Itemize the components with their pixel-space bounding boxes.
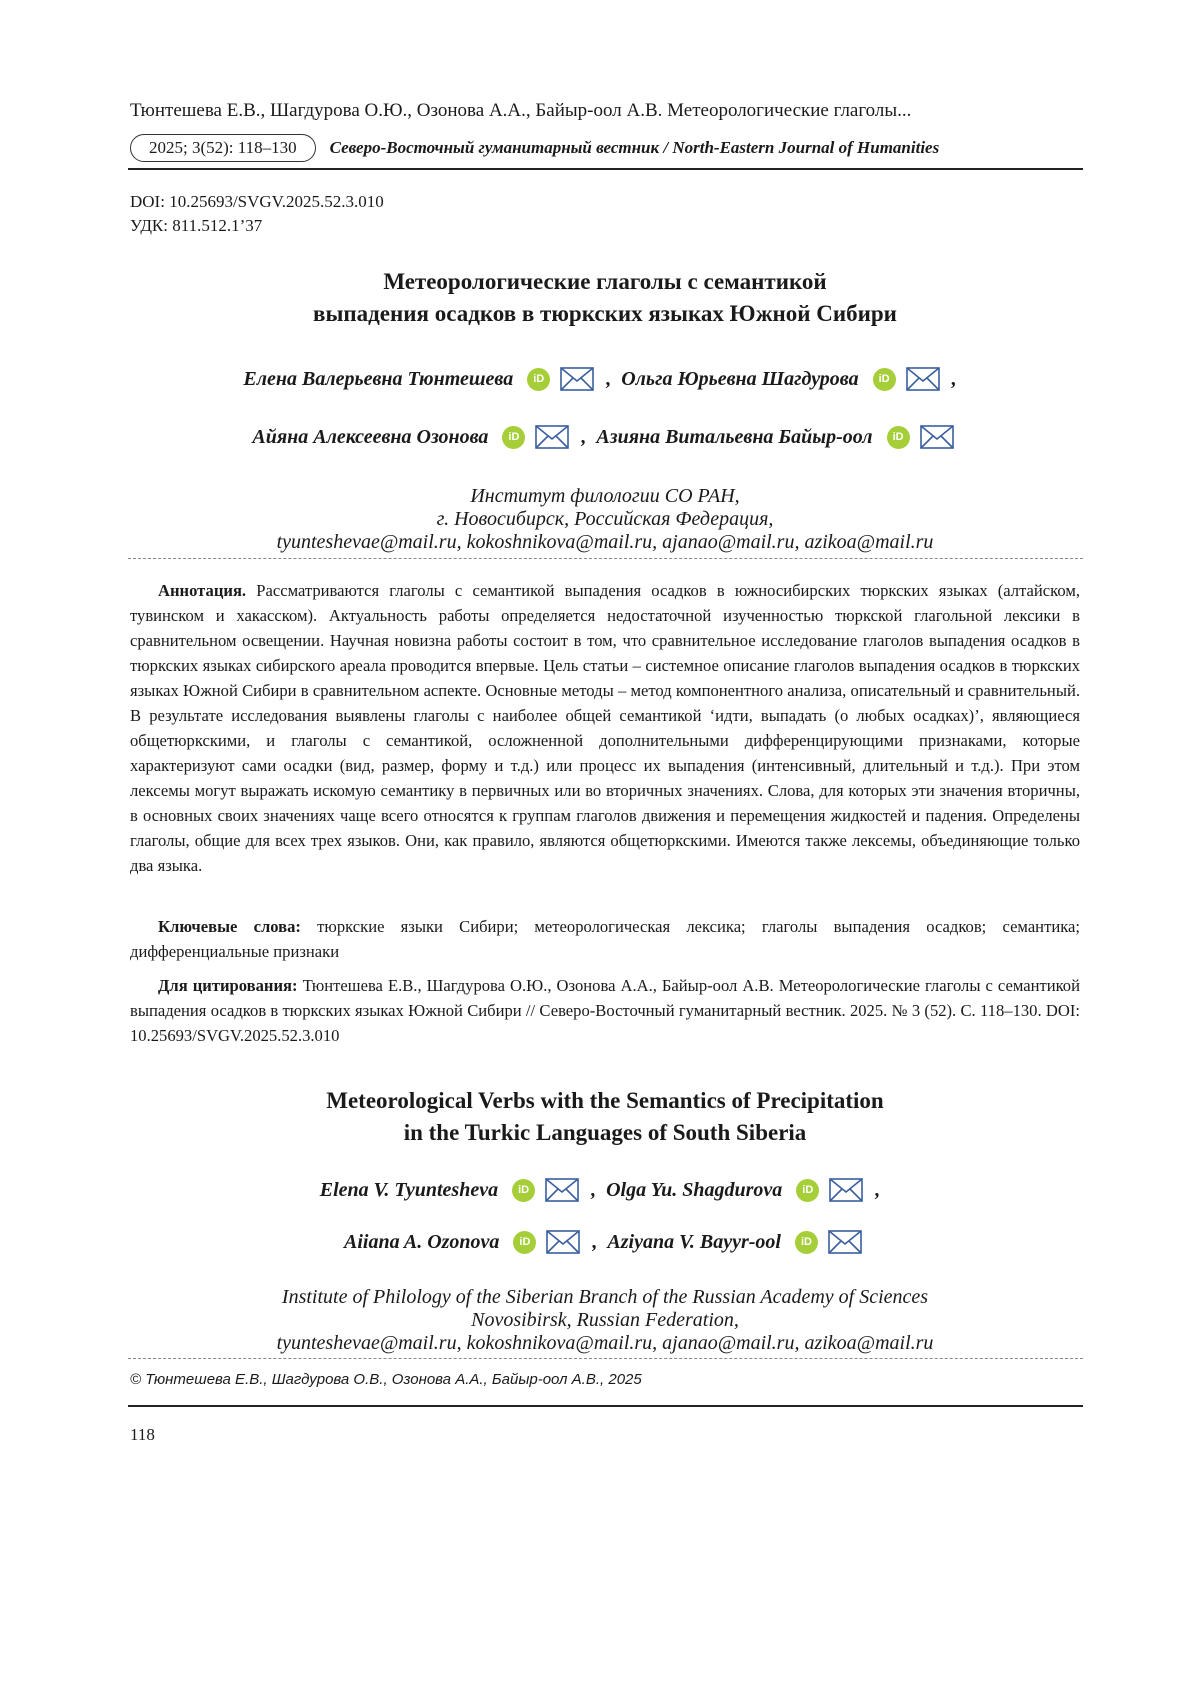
en-author [344, 1230, 584, 1254]
en-emails[interactable]: tyunteshevae@mail.ru, kokoshnikova@mail.ru, ajanao@mail.ru, azikoa@mail.ru [276, 1332, 934, 1354]
ru-author [621, 367, 943, 391]
journal-name: Северо-Восточный гуманитарный вестник / North-Eastern Journal of Humanities [329, 138, 940, 157]
en-authors-row-1 [130, 1178, 1080, 1202]
ru-emails[interactable]: tyunteshevae@mail.ru, kokoshnikova@mail.ru, ajanao@mail.ru, azikoa@mail.ru [276, 531, 934, 553]
citation-text: Тюнтешева Е.В., Шагдурова О.Ю., Озонова А.А., Байыр-оол А.В. Метеорологические глаголы с семантикой выпадения осадков в тюркских языках Южной Сибири // Северо-Восточный гуманитарный вестник. 2025. № 3 (52). С. 118–130. DOI: 10.25693/SVGV.2025.52.3.010 [130, 976, 1080, 1045]
en-author-name: Olga Yu. Shagdurova [606, 1178, 783, 1201]
ru-title-line1: Метеорологические глаголы с семантикой [383, 269, 827, 294]
dashed-divider [128, 1358, 1083, 1359]
mail-icon[interactable] [920, 425, 954, 449]
en-affiliation [130, 1286, 1080, 1355]
en-affiliation-line2: Novosibirsk, Russian Federation, [471, 1309, 739, 1331]
header-rule [128, 168, 1083, 170]
author-separator: , [606, 367, 612, 390]
ru-author [252, 425, 573, 449]
ru-authors-row-1 [130, 367, 1080, 391]
orcid-icon[interactable]: iD [512, 1179, 535, 1202]
mail-icon[interactable] [829, 1178, 863, 1202]
en-author [607, 1230, 866, 1254]
ru-affiliation [130, 485, 1080, 554]
abstract-label: Аннотация. [158, 581, 247, 600]
dashed-divider [128, 558, 1083, 559]
orcid-icon[interactable]: iD [527, 368, 550, 391]
abstract-text: Рассматриваются глаголы с семантикой выпадения осадков в южносибирских тюркских языках (алтайском, тувинском и хакасском). Актуальность работы определяется недостаточной изученностью тюркской глагольной лексики в сравнительном освещении. Научная новизна работы состоит в том, что сравнительное исследование глаголов выпадения осадков в тюркских языках сибирского ареала проводится впервые. Цель статьи – системное описание глаголов выпадения осадков в тюркских языках Южной Сибири в сравнительном аспекте. Основные методы – метод компонентного анализа, описательный и сравнительный. В результате исследования выявлены глаголы с наиболее общей семантикой ‘идти, выпадать (о любых осадках)’, являющиеся общетюркскими, и глаголы с семантикой, осложненной дополнительными дифференцирующими признаками, которые характеризуют сами осадки (вид, размер, форму и т.д.) или процесс их выпадения (интенсивный, длительный и т.д.). При этом лексемы могут выражать искомую семантику в первичных или во вторичных значениях. Слова, для которых эти значения вторичны, в основных своих значениях чаще всего относятся к группам глаголов движения и перемещения жидкостей и падения. Определены глаголы, общие для всех трех языков. Они, как правило, являются общетюркскими. Имеются также лексемы, объединяющие только два языка. [130, 581, 1080, 875]
ru-authors-row-2 [130, 425, 1080, 449]
footer-rule [128, 1405, 1083, 1407]
ru-affiliation-line1: Институт филологии СО РАН, [470, 485, 740, 507]
citation [130, 973, 1080, 1048]
orcid-icon[interactable]: iD [887, 426, 910, 449]
issue-badge: 2025; 3(52): 118–130 [130, 134, 316, 162]
en-author-name: Elena V. Tyuntesheva [319, 1178, 499, 1201]
en-affiliation-line1: Institute of Philology of the Siberian Branch of the Russian Academy of Sciences [281, 1286, 929, 1308]
keywords-label: Ключевые слова: [158, 917, 301, 936]
udk: УДК: 811.512.1’37 [130, 216, 263, 235]
orcid-icon[interactable]: iD [513, 1231, 536, 1254]
running-title: Тюнтешева Е.В., Шагдурова О.Ю., Озонова А.А., Байыр-оол А.В. Метеорологические глаголы... [130, 100, 912, 121]
citation-label: Для цитирования: [158, 976, 298, 995]
ru-author [596, 425, 957, 449]
orcid-icon[interactable]: iD [796, 1179, 819, 1202]
mail-icon[interactable] [906, 367, 940, 391]
ru-title-line2: выпадения осадков в тюркских языках Южной Сибири [313, 301, 897, 326]
en-authors-row-2 [130, 1230, 1080, 1254]
journal-line [130, 134, 1080, 162]
en-title-line1: Meteorological Verbs with the Semantics of Precipitation [326, 1088, 884, 1113]
ru-author-name: Азияна Витальевна Байыр-оол [596, 425, 873, 448]
ru-author-name: Елена Валерьевна Тюнтешева [243, 367, 514, 390]
mail-icon[interactable] [546, 1230, 580, 1254]
en-title [130, 1085, 1080, 1149]
en-author-name: Aziyana V. Bayyr-ool [607, 1230, 781, 1253]
page-number: 118 [130, 1425, 155, 1444]
en-author [606, 1178, 867, 1202]
doi: DOI: 10.25693/SVGV.2025.52.3.010 [130, 192, 384, 211]
author-separator: , [581, 425, 587, 448]
mail-icon[interactable] [828, 1230, 862, 1254]
mail-icon[interactable] [560, 367, 594, 391]
author-separator: , [875, 1178, 881, 1201]
en-author-name: Aiiana A. Ozonova [344, 1230, 500, 1253]
copyright-notice: © Тюнтешева Е.В., Шагдурова О.В., Озонова А.А., Байыр-оол А.В., 2025 [130, 1371, 642, 1388]
ru-title [130, 266, 1080, 330]
mail-icon[interactable] [535, 425, 569, 449]
orcid-icon[interactable]: iD [795, 1231, 818, 1254]
author-separator: , [951, 367, 957, 390]
keywords-text: тюркские языки Сибири; метеорологическая лексика; глаголы выпадения осадков; семантика; дифференциальные признаки [130, 917, 1080, 961]
keywords [130, 914, 1080, 964]
ru-affiliation-line2: г. Новосибирск, Российская Федерация, [436, 508, 774, 530]
en-author [320, 1178, 583, 1202]
ru-author [243, 367, 598, 391]
abstract [130, 578, 1080, 878]
orcid-icon[interactable]: iD [502, 426, 525, 449]
mail-icon[interactable] [545, 1178, 579, 1202]
author-separator: , [592, 1230, 598, 1253]
ru-author-name: Айяна Алексеевна Озонова [252, 425, 489, 448]
ru-author-name: Ольга Юрьевна Шагдурова [621, 367, 859, 390]
en-title-line2: in the Turkic Languages of South Siberia [403, 1120, 807, 1145]
author-separator: , [591, 1178, 597, 1201]
orcid-icon[interactable]: iD [873, 368, 896, 391]
